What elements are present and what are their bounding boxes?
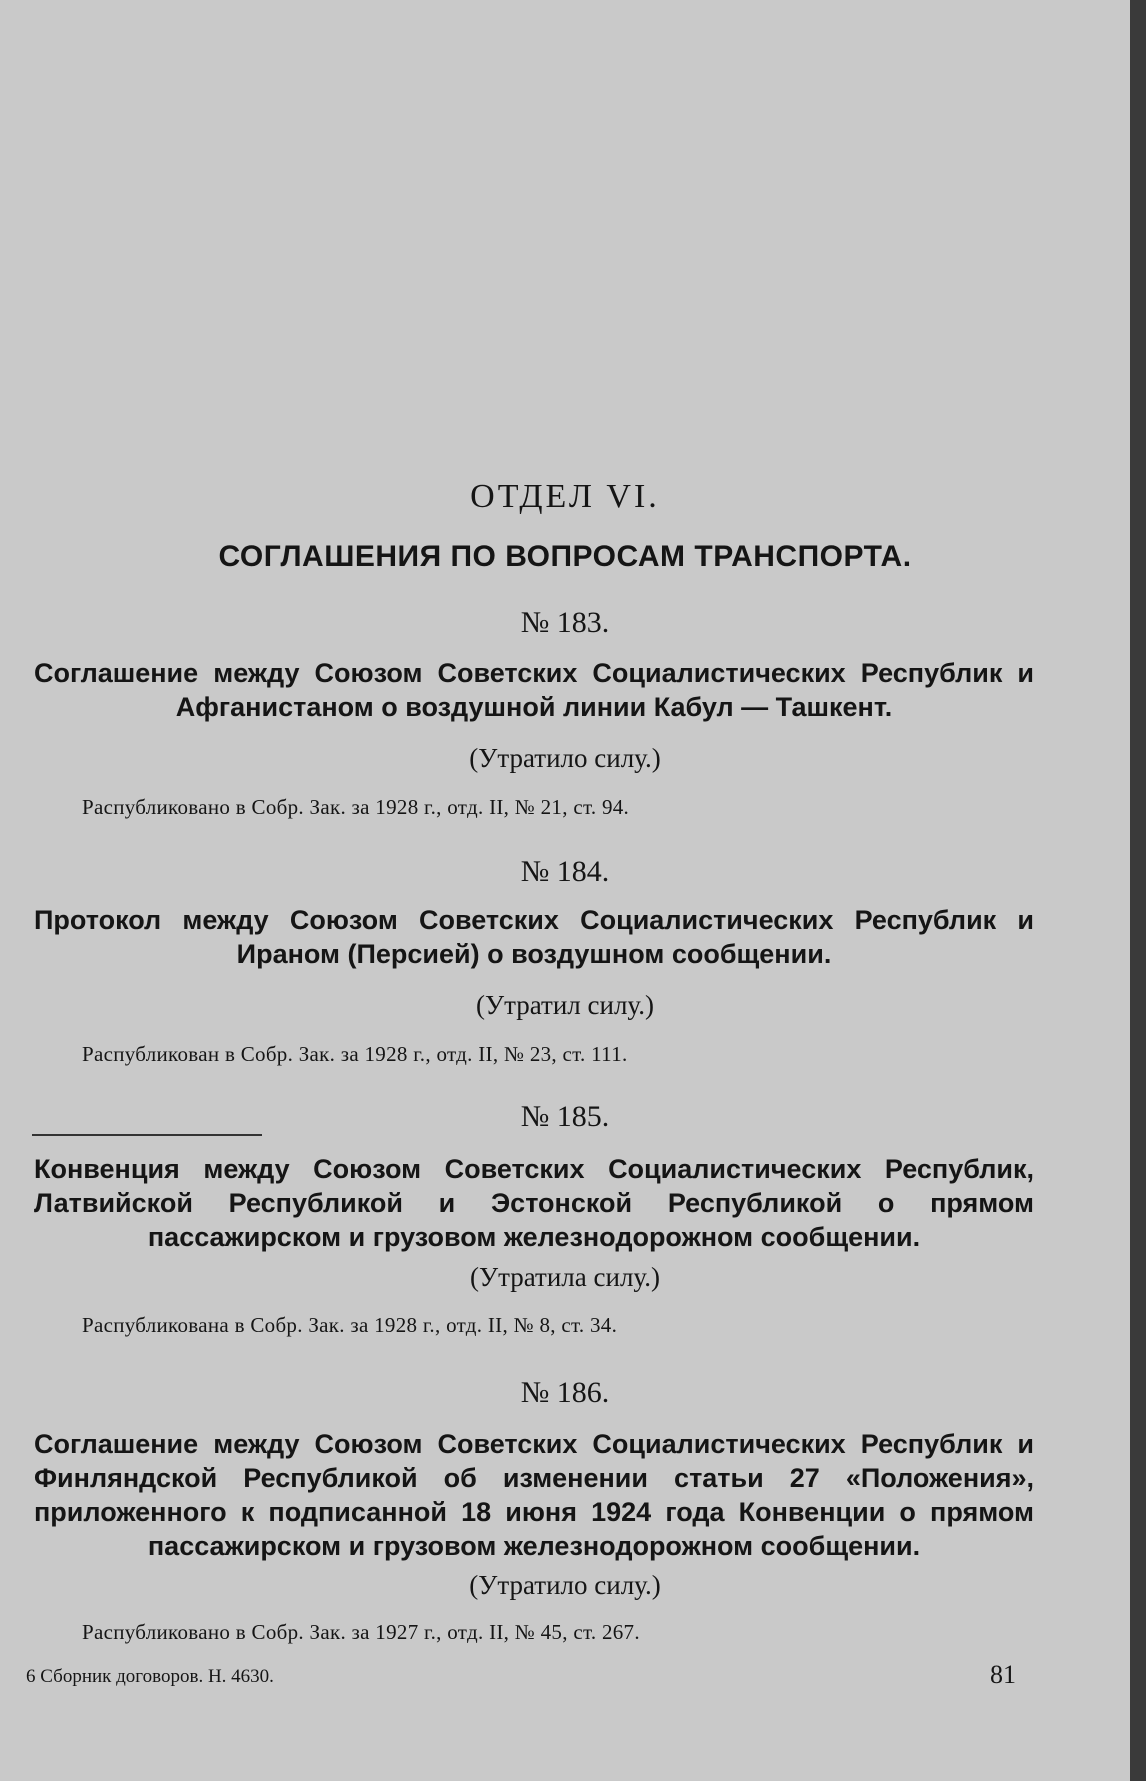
item-title: Соглашение между Союзом Советских Социалистических Республик и Финляндской Республикой об изменении статьи 27 «Положения», приложенного к подписанной 18 июня 1924 года Конвенции о прямом пассажирском и грузовом железнодорожном сообщении.	[34, 1429, 1034, 1561]
section-subtitle: СОГЛАШЕНИЯ ПО ВОПРОСАМ ТРАНСПОРТА.	[218, 540, 912, 573]
item-publication: Распубликован в Собр. Зак. за 1928 г., отд. II, № 23, ст. 111.	[82, 1042, 628, 1066]
item-publication: Распубликовано в Собр. Зак. за 1927 г., отд. II, № 45, ст. 267.	[82, 1620, 640, 1644]
item-status: (Утратила силу.)	[470, 1262, 660, 1292]
printer-signature: 6 Сборник договоров. Н. 4630.	[26, 1666, 274, 1687]
section-title: ОТДЕЛ VI.	[470, 478, 660, 515]
item-number: № 186.	[520, 1376, 610, 1409]
item-title: Протокол между Союзом Советских Социалистических Республик и Ираном (Персией) о воздушном сообщении.	[34, 905, 1034, 969]
item-publication: Распубликовано в Собр. Зак. за 1928 г., отд. II, № 21, ст. 94.	[82, 795, 630, 819]
item-number: № 183.	[520, 606, 610, 639]
page-number: 81	[990, 1660, 1016, 1689]
item-number: № 184.	[520, 855, 610, 888]
item-title: Конвенция между Союзом Советских Социалистических Республик, Латвийской Республикой и Эстонской Республикой о прямом пассажирском и грузовом железнодорожном сообщении.	[34, 1154, 1034, 1252]
item-status: (Утратило силу.)	[469, 1570, 661, 1600]
item-status: (Утратило силу.)	[469, 743, 661, 773]
item-title: Соглашение между Союзом Советских Социалистических Республик и Афганистаном о воздушной линии Кабул — Ташкент.	[34, 658, 1034, 722]
item-number: № 185.	[520, 1100, 610, 1133]
divider-rule	[32, 1134, 262, 1136]
item-publication: Распубликована в Собр. Зак. за 1928 г., отд. II, № 8, ст. 34.	[82, 1313, 618, 1337]
item-status: (Утратил силу.)	[476, 990, 654, 1020]
